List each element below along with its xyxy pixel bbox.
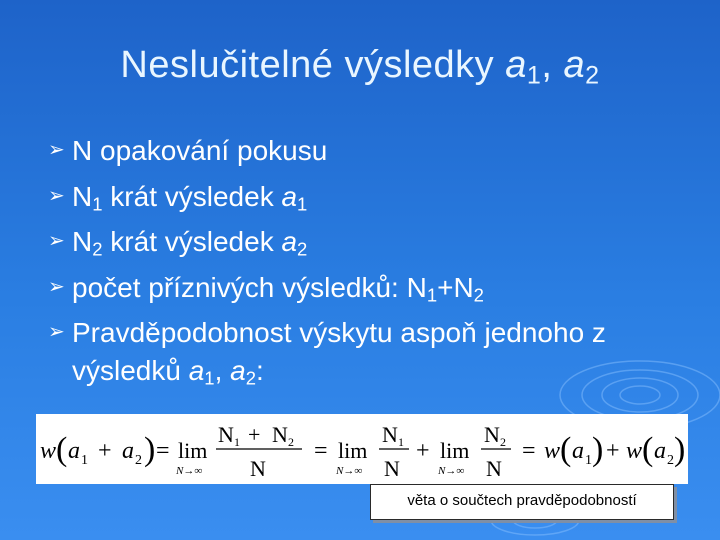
formula-w: w <box>626 438 643 464</box>
bullet-item: ➢ $N_1$ krát výsledek $a_1$ <box>48 174 708 220</box>
arrowhead-icon: ➢ <box>48 184 65 207</box>
formula-paren: ) <box>674 431 686 468</box>
formula-den: N <box>384 456 400 481</box>
formula-num: N <box>382 422 398 447</box>
formula-eq: = <box>156 438 170 464</box>
formula-a: a <box>68 438 80 464</box>
formula-w: w <box>544 438 561 464</box>
formula-lim-sub: N→∞ <box>336 465 363 477</box>
formula-plus: + <box>606 438 620 464</box>
bullet-item: ➢ $N_2$ krát výsledek $a_2$ <box>48 219 708 265</box>
bullet-list <box>48 128 708 389</box>
formula-paren: ( <box>56 431 68 468</box>
formula-num: N <box>484 422 500 447</box>
formula-paren: ( <box>560 431 572 468</box>
slide-title: Neslučitelné výsledky $a_1$, $a_2$ <box>120 44 600 90</box>
formula-sub: 1 <box>81 453 88 468</box>
formula-lim-sub: N→∞ <box>176 465 203 477</box>
formula-plus: + <box>98 438 112 464</box>
formula-plus: + <box>248 422 261 447</box>
formula-a: a <box>572 438 584 464</box>
formula-sub: 2 <box>135 453 142 468</box>
formula-den: N <box>486 456 502 481</box>
formula-lim: lim <box>178 438 208 463</box>
formula-lim-sub: N→∞ <box>438 465 465 477</box>
formula-a: a <box>654 438 666 464</box>
formula-paren: ( <box>642 431 654 468</box>
theorem-caption: věta o součtech pravděpodobností <box>370 484 674 520</box>
formula-eq: = <box>314 438 328 464</box>
bullet-item: ➢ počet příznivých výsledků: $N_1+N_2$ <box>48 265 708 311</box>
formula <box>36 414 688 484</box>
formula-sub: 2 <box>288 435 294 449</box>
formula-plus: + <box>416 438 430 464</box>
arrowhead-icon: ➢ <box>48 275 65 298</box>
formula-w: w <box>40 438 57 464</box>
bullet-item: ➢ N opakování pokusu <box>48 128 708 174</box>
formula-num: N <box>272 422 288 447</box>
formula-num: N <box>218 422 234 447</box>
formula-sub: 1 <box>234 435 240 449</box>
formula-sub: 1 <box>585 453 592 468</box>
arrowhead-icon: ➢ <box>48 321 65 343</box>
formula-a: a <box>122 438 134 464</box>
formula-sub: 2 <box>667 453 674 468</box>
formula-lim: lim <box>338 438 368 463</box>
formula-paren: ) <box>592 431 604 468</box>
formula-eq: = <box>522 438 536 464</box>
bullet-item: ➢ Pravděpodobnost výskytu aspoň jednoho z výsledků $a_1$, $a_2$: <box>48 310 708 389</box>
formula-den: N <box>250 456 266 481</box>
formula-box <box>36 414 688 484</box>
arrowhead-icon: ➢ <box>48 139 65 161</box>
formula-sub: 1 <box>398 435 404 449</box>
formula-sub: 2 <box>500 435 506 449</box>
arrowhead-icon: ➢ <box>48 230 65 252</box>
formula-paren: ) <box>144 431 156 468</box>
formula-lim: lim <box>440 438 470 463</box>
